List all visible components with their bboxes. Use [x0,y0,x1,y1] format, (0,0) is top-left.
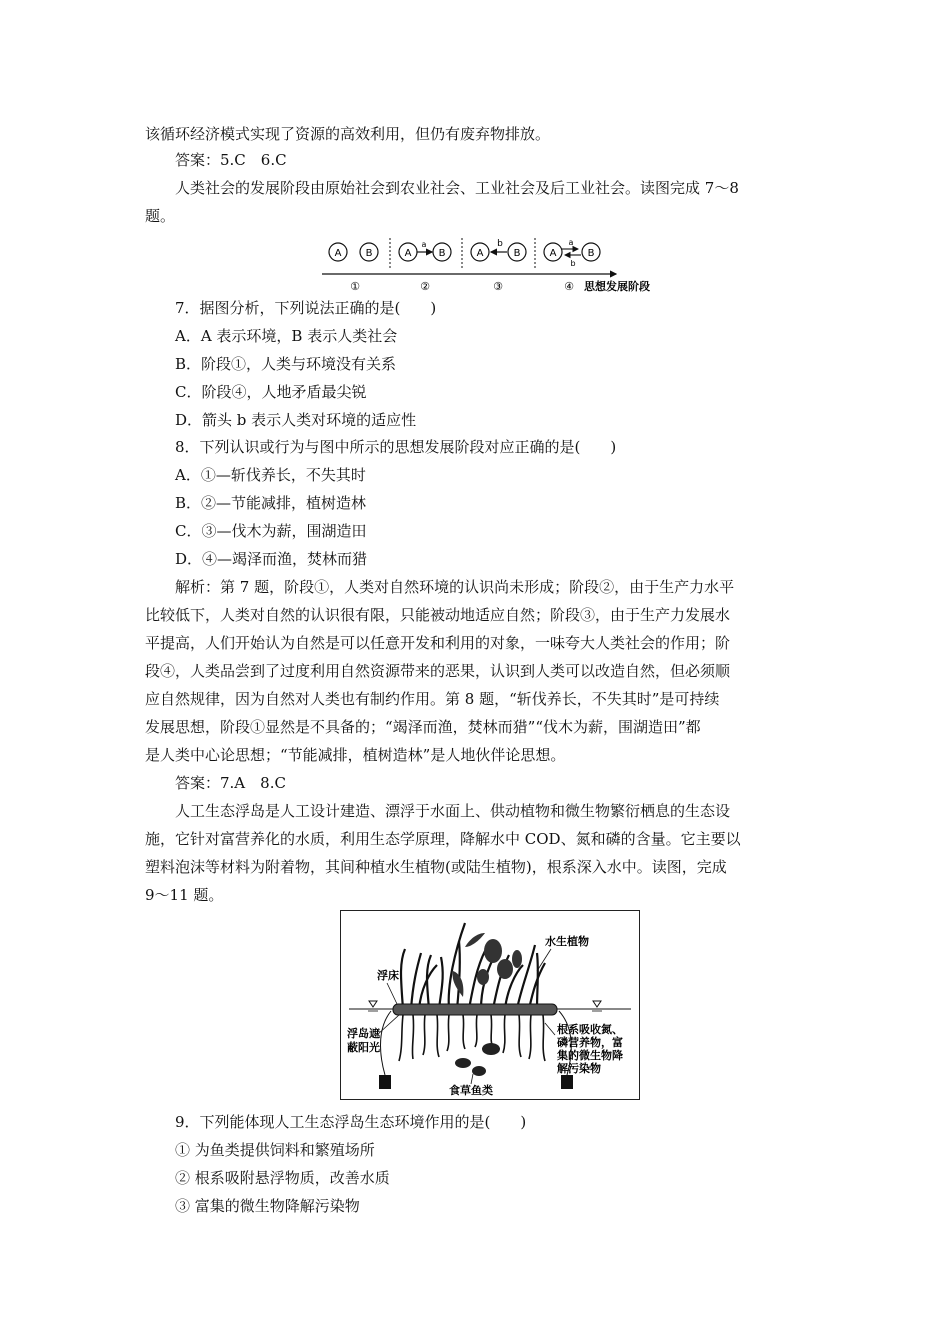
question-8: 8．下列认识或行为与图中所示的思想发展阶段对应正确的是( ) [175,438,617,456]
leader-line [471,1074,473,1084]
circle-a-label: A [404,248,412,259]
water-level-symbol [593,1001,601,1007]
label-fish: 食草鱼类 [449,1084,493,1097]
explanation-line: 比较低下，人类对自然的认识很有限，只能被动地适应自然；阶段③，由于生产力发展水 [145,606,731,624]
anchor-cable [381,1011,392,1075]
roots-drawing [399,1015,545,1061]
anchor-weight [561,1075,573,1089]
option-7c: C．阶段④，人地矛盾最尖锐 [175,383,367,401]
explanation-line: 是人类中心论思想；“节能减排，植树造林”是人地伙伴论思想。 [145,746,566,764]
arrow-a-label: a [568,238,574,247]
option-8d: D．④—竭泽而渔，焚林而猎 [175,550,368,568]
floating-island-illustration [341,911,638,1098]
axis-label: 思想发展阶段 [584,280,650,293]
explanation-line: 平提高，人们开始认为自然是可以任意开发和利用的对象，一味夸大人类社会的作用；阶 [145,634,731,652]
aquatic-plants-drawing [401,923,545,1009]
option-9-1: ① 为鱼类提供饲料和繁殖场所 [175,1141,375,1159]
explanation-line: 段④，人类品尝到了过度利用自然资源带来的恶果，认识到人类可以改造自然，但必须顺 [145,662,731,680]
label-roots-2: 磷营养物，富 [557,1036,623,1049]
leader-line [377,1015,399,1035]
fish-drawing [455,1043,500,1076]
floating-island-figure [340,910,640,1100]
arrow-b-label: b [497,239,503,249]
leader-line [537,949,551,971]
answer-5-6: 答案：5.C 6.C [175,151,287,169]
circle-b-label: B [365,248,373,259]
label-float-bed: 浮床 [377,969,399,982]
passage-line: 塑料泡沫等材料为附着物，其间种植水生植物(或陆生植物)，根系深入水中。读图，完成 [145,858,727,876]
option-8c: C．③—伐木为薪，围湖造田 [175,522,367,540]
circle-b-label: B [438,248,446,259]
option-7b: B．阶段①，人类与环境没有关系 [175,355,397,373]
text-line: 人类社会的发展阶段由原始社会到农业社会、工业社会及后工业社会。读图完成 7～8 [175,179,739,197]
question-7: 7．据图分析，下列说法正确的是( ) [175,299,437,317]
explanation-line: 解析：第 7 题，阶段①，人类对自然环境的认识尚未形成；阶段②，由于生产力水平 [175,578,735,596]
passage-line: 9～11 题。 [145,886,224,904]
circle-a-label: A [334,248,342,259]
circle-a-label: A [476,248,484,259]
label-aquatic-plants: 水生植物 [545,935,589,948]
plant-flowers [453,933,522,997]
label-shade-2: 蔽阳光 [347,1041,380,1054]
leader-line [387,983,397,1004]
option-9-2: ② 根系吸附悬浮物质，改善水质 [175,1169,390,1187]
label-roots-1: 根系吸收氮、 [557,1023,623,1036]
question-9: 9．下列能体现人工生态浮岛生态环境作用的是( ) [175,1113,527,1131]
anchor-weight [379,1075,391,1089]
water-level-symbol [369,1001,377,1007]
explanation-line: 发展思想，阶段①显然是不具备的；“竭泽而渔，焚林而猎”“伐木为薪，围湖造田”都 [145,718,701,736]
passage-line: 施，它针对富营养化的水质，利用生态学原理，降解水中 COD、氮和磷的含量。它主要以 [145,830,741,848]
arrow-a-label: a [421,240,427,249]
option-7a: A．A 表示环境，B 表示人类社会 [175,327,398,345]
stage-diagram [320,236,670,298]
answer-7-8: 答案：7.A 8.C [175,774,286,792]
passage-line: 人工生态浮岛是人工设计建造、漂浮于水面上、供动植物和微生物繁衍栖息的生态设 [175,802,731,820]
circle-b-label: B [587,248,595,259]
arrow-b-label: b [570,259,576,268]
label-roots-3: 集的微生物降 [557,1049,623,1062]
stage-2-label: ② [420,280,430,293]
label-roots-4: 解污染物 [557,1062,601,1075]
circle-b-label: B [513,248,521,259]
option-7d: D．箭头 b 表示人类对环境的适应性 [175,411,417,429]
explanation-line: 应自然规律，因为自然对人类也有制约作用。第 8 题，“斩伐养长，不失其时”是可持续 [145,690,720,708]
label-shade-1: 浮岛遮 [347,1027,380,1040]
circle-a-label: A [549,248,557,259]
float-bed-drawing [393,1004,557,1015]
stage-1-label: ① [350,280,360,293]
option-8b: B．②—节能减排，植树造林 [175,494,367,512]
text-line: 题。 [145,207,176,225]
leader-line [545,1023,555,1035]
option-8a: A．①—斩伐养长，不失其时 [175,466,366,484]
option-9-3: ③ 富集的微生物降解污染物 [175,1197,360,1215]
text-line: 该循环经济模式实现了资源的高效利用，但仍有废弃物排放。 [145,125,551,143]
stage-3-label: ③ [493,280,503,293]
stage-4-label: ④ [564,280,574,293]
